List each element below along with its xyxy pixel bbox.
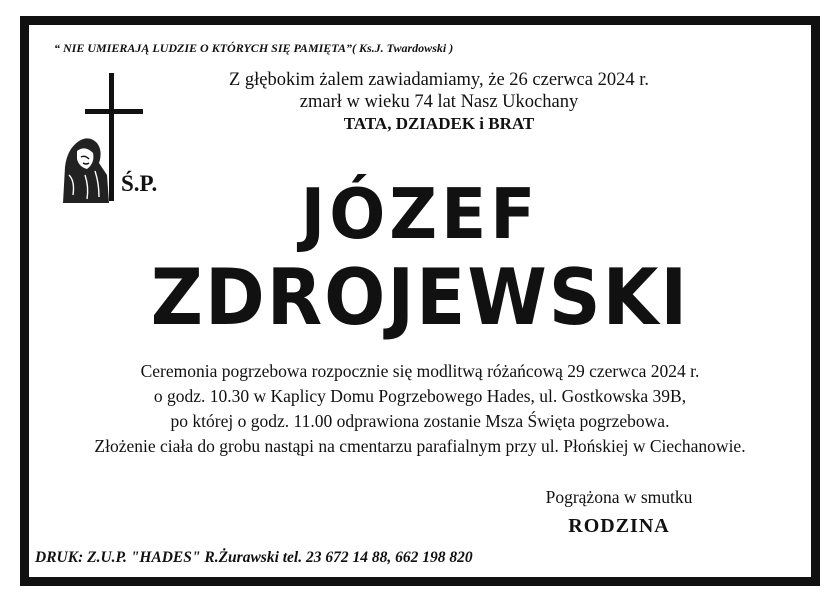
mourners-intro: Pogrążona w smutku (545, 487, 693, 507)
printer-footer: DRUK: Z.U.P. "HADES" R.Żurawski tel. 23 672 14 88, 662 198 820 (35, 549, 473, 566)
obituary-content (29, 25, 811, 577)
ceremony-line: Ceremonia pogrzebowa rozpocznie się modlitwą różańcową 29 czerwca 2024 r. (140, 361, 700, 381)
ceremony-line: po której o godz. 11.00 odprawiona zostanie Msza Święta pogrzebowa. (170, 411, 670, 431)
announcement-line-2: zmarł w wieku 74 lat Nasz Ukochany (299, 92, 579, 112)
mourning-frame (20, 16, 820, 586)
announcement-line-1: Z głębokim żalem zawiadamiamy, że 26 czerwca 2024 r. (228, 70, 649, 90)
sp-prefix: Ś.P. (121, 171, 158, 196)
announcement-relations: TATA, DZIADEK i BRAT (343, 114, 535, 133)
mourners-family: RODZINA (568, 515, 670, 537)
announcement (149, 69, 729, 135)
deceased-last-name: ZDROJEWSKI (150, 251, 690, 343)
ceremony-line: o godz. 10.30 w Kaplicy Domu Pogrzebowego Hades, ul. Gostkowska 39B, (153, 386, 687, 406)
deceased-first-name: JÓZEF (300, 174, 540, 255)
motto-quote: “ NIE UMIERAJĄ LUDZIE O KTÓRYCH SIĘ PAMIĘTA”( Ks.J. Twardowski ) (54, 41, 454, 55)
mourners-signature (519, 485, 719, 538)
ceremony-details (29, 359, 811, 459)
ceremony-line: Złożenie ciała do grobu nastąpi na cmentarzu parafialnym przy ul. Płońskiej w Ciechanowie. (94, 436, 746, 456)
